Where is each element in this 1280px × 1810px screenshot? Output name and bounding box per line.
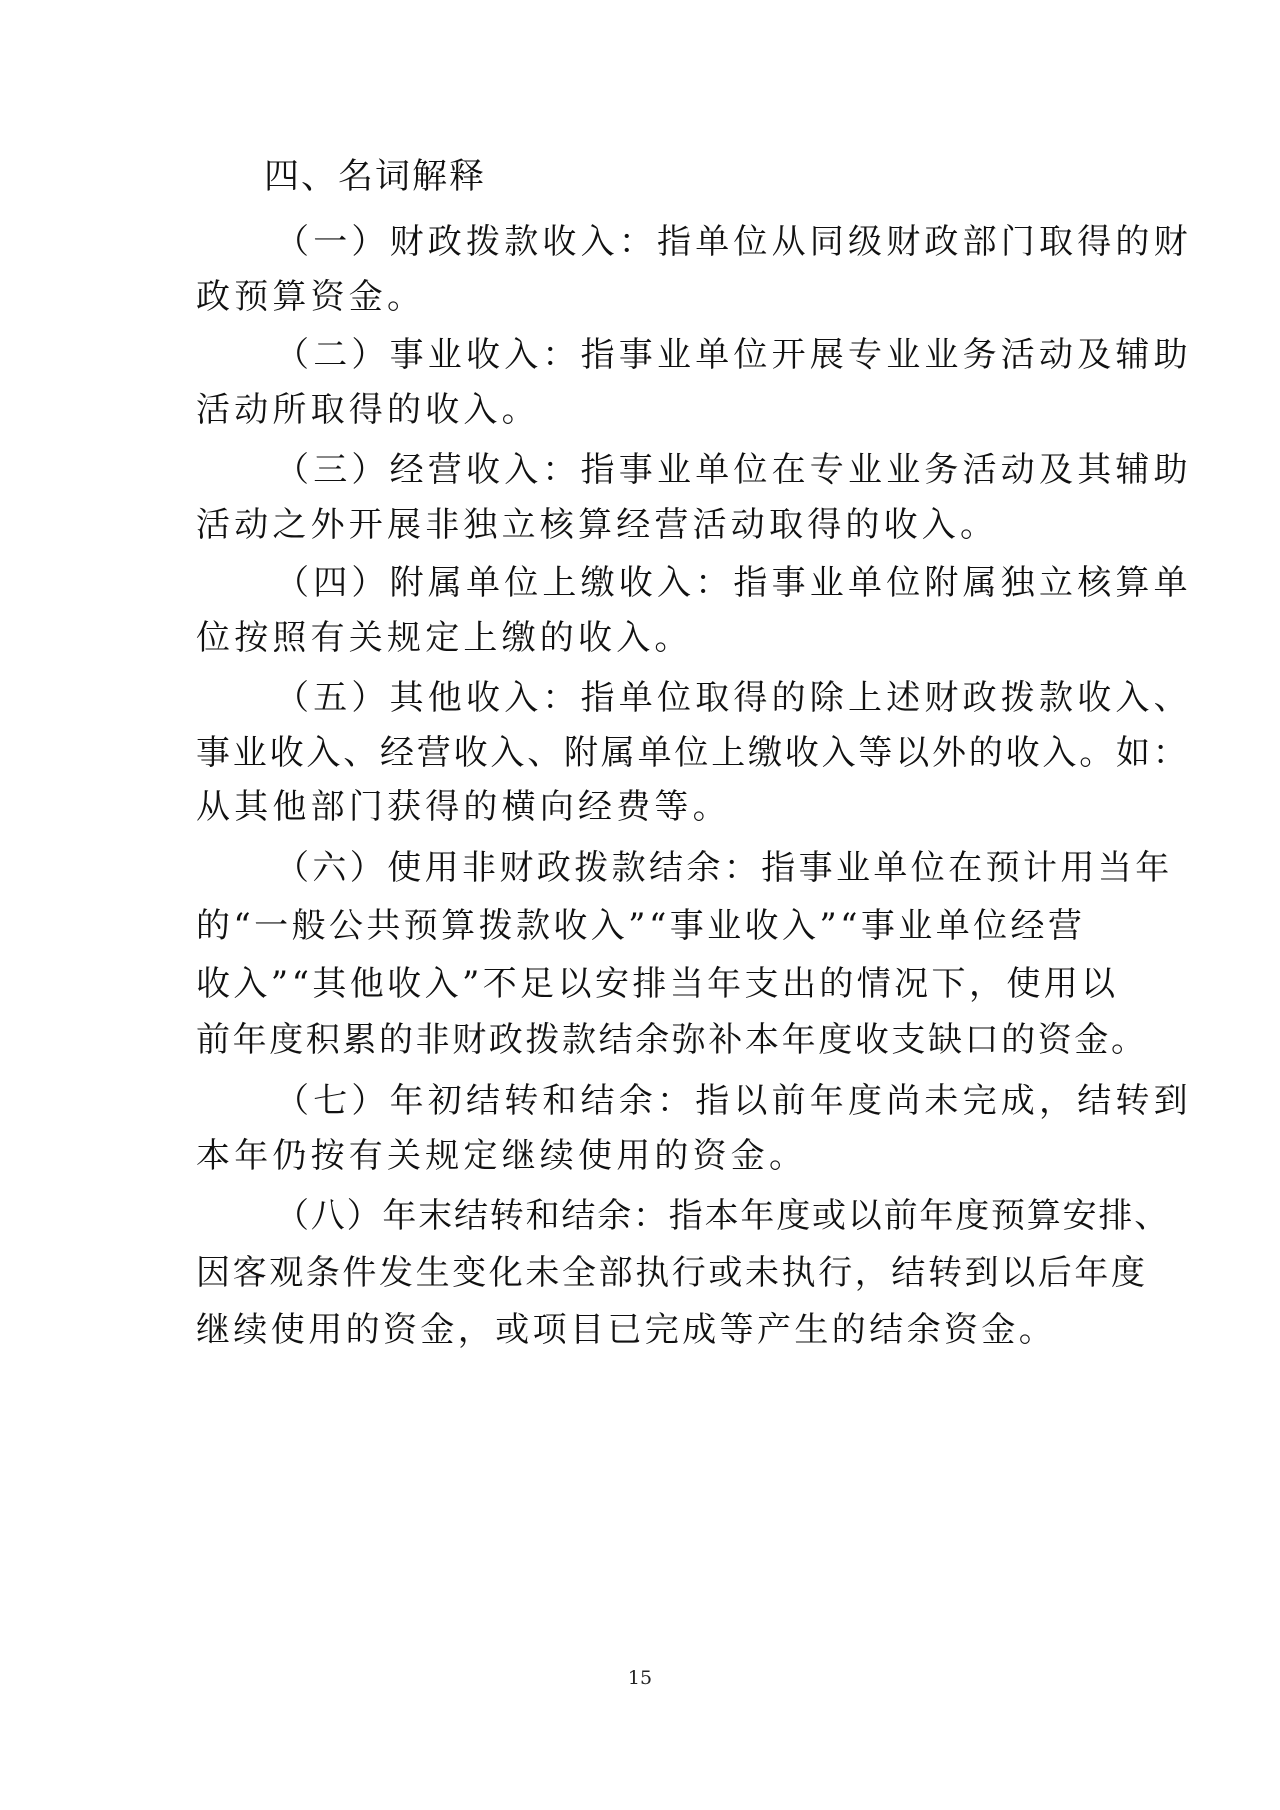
definition-term: （二）事业收入 [275, 335, 543, 375]
definition-5-line-3: 从其他部门获得的横向经费等。 [196, 787, 731, 827]
page-number: 15 [627, 1667, 653, 1689]
definition-8-line-1 [275, 1191, 1170, 1241]
definition-text: ：指事业单位在专业业务活动及其辅助 [542, 450, 1192, 490]
definition-8-line-3: 继续使用的资金，或项目已完成等产生的结余资金。 [196, 1310, 1057, 1350]
definition-7-line-2: 本年仍按有关规定继续使用的资金。 [196, 1136, 808, 1176]
definition-text: ：指事业单位附属独立核算单 [695, 563, 1192, 603]
definition-text: ：指单位取得的除上述财政拨款收入、 [542, 678, 1192, 718]
definition-3-line-2: 活动之外开展非独立核算经营活动取得的收入。 [196, 505, 999, 545]
definition-6-line-1 [275, 843, 1173, 893]
definition-8-line-2: 因客观条件发生变化未全部执行或未执行，结转到以后年度 [196, 1253, 1148, 1293]
definition-2-line-1 [275, 330, 1192, 380]
definition-5-line-2: 事业收入、经营收入、附属单位上缴收入等以外的收入。如： [196, 733, 1190, 773]
definition-term: （一）财政拨款收入 [275, 222, 619, 262]
definition-4-line-1 [275, 558, 1192, 608]
definition-text: ：指事业单位在预计用当年 [723, 848, 1173, 888]
definition-5-line-1 [275, 673, 1192, 723]
section-heading: 四、名词解释 [264, 157, 487, 197]
definition-2-line-2: 活动所取得的收入。 [196, 390, 540, 430]
definition-6-line-2: 的“一般公共预算拨款收入”“事业收入”“事业单位经营 [196, 906, 1086, 946]
definition-text: ：指以前年度尚未完成，结转到 [657, 1081, 1192, 1121]
definition-text: ：指本年度或以前年度预算安排、 [633, 1196, 1170, 1236]
definition-6-line-3: 收入”“其他收入”不足以安排当年支出的情况下，使用以 [196, 964, 1119, 1004]
definition-term: （六）使用非财政拨款结余 [275, 848, 724, 888]
definition-term: （五）其他收入 [275, 678, 543, 718]
definition-term: （四）附属单位上缴收入 [275, 563, 696, 603]
definition-term: （八）年末结转和结余 [275, 1196, 633, 1236]
definition-1-line-1 [275, 217, 1192, 267]
definition-term: （三）经营收入 [275, 450, 543, 490]
definition-text: ：指事业单位开展专业业务活动及辅助 [542, 335, 1192, 375]
definition-term: （七）年初结转和结余 [275, 1081, 657, 1121]
definition-text: ：指单位从同级财政部门取得的财 [618, 222, 1192, 262]
definition-7-line-1 [275, 1076, 1192, 1126]
definition-4-line-2: 位按照有关规定上缴的收入。 [196, 618, 693, 658]
definition-1-line-2: 政预算资金。 [196, 277, 426, 317]
definition-3-line-1 [275, 445, 1192, 495]
definition-6-line-4: 前年度积累的非财政拨款结余弥补本年度收支缺口的资金。 [196, 1020, 1148, 1060]
